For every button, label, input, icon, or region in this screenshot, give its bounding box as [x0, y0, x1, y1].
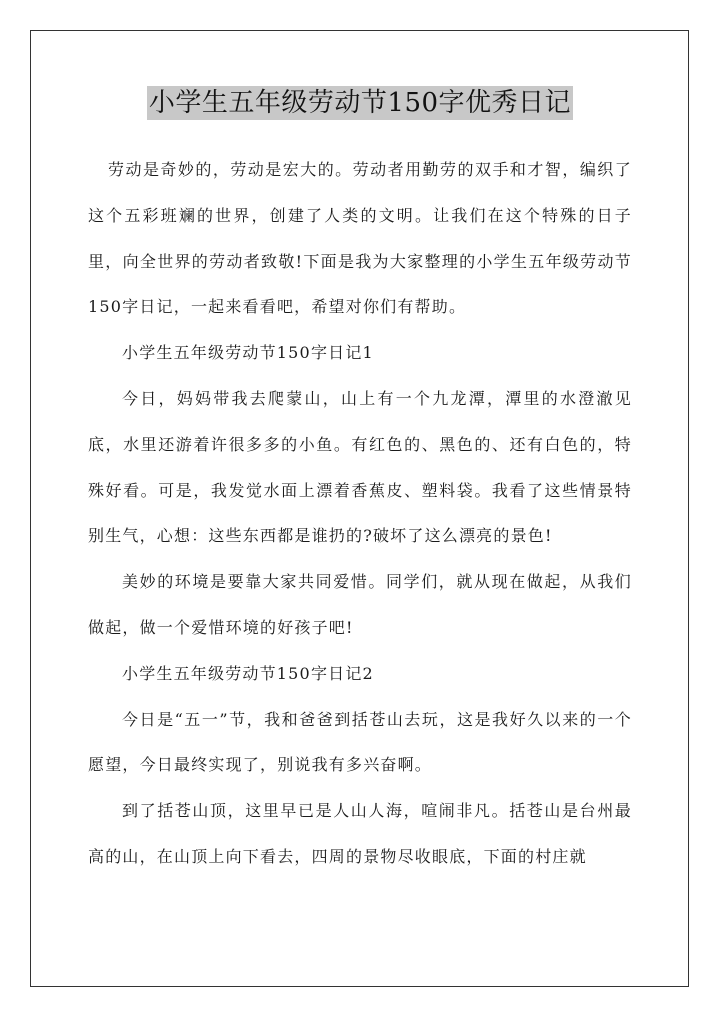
body-paragraph: 美妙的环境是要靠大家共同爱惜。同学们，就从现在做起，从我们做起，做一个爱惜环境的好孩子吧! — [88, 572, 632, 637]
diary-heading-2: 小学生五年级劳动节150字日记2 — [122, 663, 374, 683]
body-paragraph: 到了括苍山顶，这里早已是人山人海，喧闹非凡。括苍山是台州最高的山，在山顶上向下看去，四周的景物尽收眼底，下面的村庄就 — [88, 801, 632, 866]
document-body — [88, 147, 632, 880]
intro-paragraph: 劳动是奇妙的，劳动是宏大的。劳动者用勤劳的双手和才智，编织了这个五彩班斓的世界，创建了人类的文明。让我们在这个特殊的日子里，向全世界的劳动者致敬!下面是我为大家整理的小学生五年级劳动节150字日记，一起来看看吧，希望对你们有帮助。 — [88, 160, 632, 317]
diary-heading-1: 小学生五年级劳动节150字日记1 — [122, 343, 374, 363]
document-title: 小学生五年级劳动节150字优秀日记 — [148, 88, 572, 118]
body-paragraph: 今日是“五一”节，我和爸爸到括苍山去玩，这是我好久以来的一个愿望，今日最终实现了，别说我有多兴奋啊。 — [88, 709, 632, 775]
title-container — [0, 86, 720, 120]
body-paragraph: 今日，妈妈带我去爬蒙山，山上有一个九龙潭，潭里的水澄澈见底，水里还游着许很多多的小鱼。有红色的、黑色的、还有白色的，特殊好看。可是，我发觉水面上漂着香蕉皮、塑料袋。我看了这些情景特别生气，心想：这些东西都是谁扔的?破坏了这么漂亮的景色! — [88, 388, 632, 546]
